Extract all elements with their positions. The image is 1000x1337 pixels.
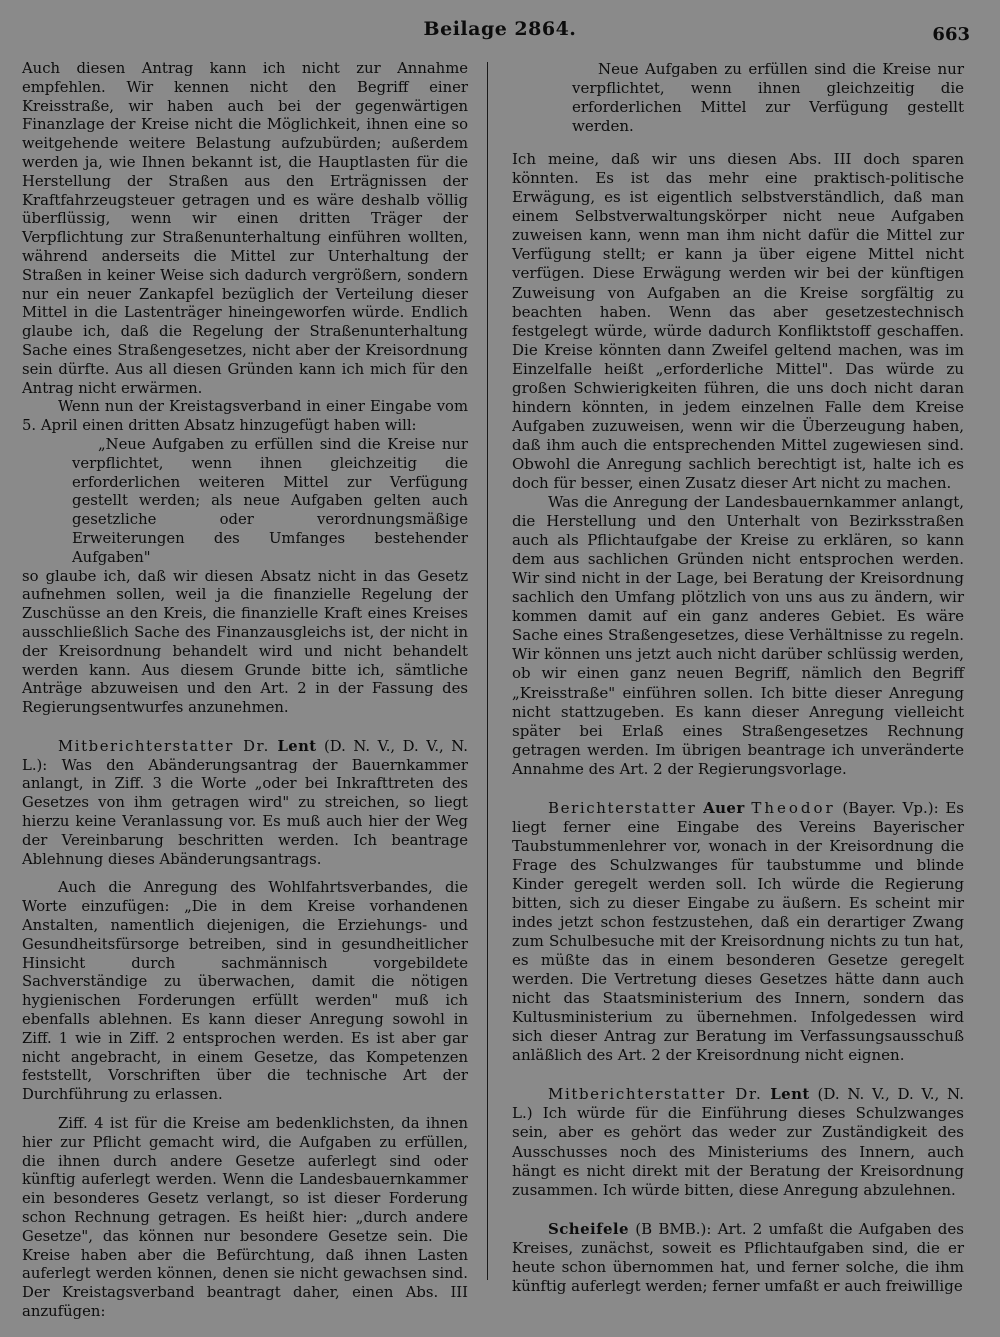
speaker-name: Lent (277, 737, 317, 755)
paragraph: Was die Anregung der Landesbauernkammer anlangt, die Herstellung und den Unterhalt von Bezirksstraßen auch als Pflichtaufgabe der Kreise zu erklären, so kann dem aus sachlichen Gründen nicht entsprochen werden. Wir sind nicht in der Lage, bei Beratung der Kreisordnung sachlich den Umfang plötzlich von uns aus zu ändern, wir kommen damit auf ein ganz anderes Gebiet. Es wäre Sache eines Straßengesetzes, diese Verhältnisse zu regeln. Wir können uns jetzt auch nicht darüber schlüssig werden, ob wir einen ganz neuen Begriff, nämlich den Begriff „Kreisstraße" einführen sollen. Ich bitte dieser Anregung nicht stattzugeben. Es kann dieser Anregung vielleicht später bei Erlaß eines Straßengesetzes Rechnung getragen werden. Im übrigen beantrage ich unveränderte Annahme des Art. 2 der Regierungsvorlage. (512, 493, 964, 778)
page-title: Beilage 2864. (423, 18, 577, 40)
speaker-given-name: Theodor (751, 798, 836, 817)
block-quote (512, 60, 964, 136)
speaker-party: (D. N. V., D. V., N. L.): (22, 737, 468, 774)
paragraph: Ich meine, daß wir uns diesen Abs. III doch sparen könnten. Es ist das mehr eine praktisch-politische Erwägung, es ist eigentlich selbstverständlich, daß man einem Selbstverwaltungskörper nicht neue Aufgaben zuweisen kann, wenn man ihm nicht dafür die Mittel zur Verfügung stellt; er kann ja über eigene Mittel nicht verfügen. Diese Erwägung werden wir bei der künftigen Zuweisung von Aufgaben an die Kreise sorgfältig zu beachten haben. Wenn das aber gesetzestechnisch festgelegt würde, würde dadurch Konfliktstoff geschaffen. Die Kreise könnten dann Zweifel geltend machen, was im Einzelfalle heißt „erforderliche Mittel". Das würde zu großen Schwierigkeiten führen, die uns doch nicht daran hindern könnten, in jedem einzelnen Falle dem Kreise Aufgaben zuzuweisen, wenn wir die Überzeugung haben, daß ihm auch die entsprechenden Mittel zugewiesen sind. Obwohl die Anregung sachlich berechtigt ist, halte ich es doch für besser, einen Zusatz dieser Art nicht zu machen. (512, 150, 964, 492)
speech-text: Ich würde für die Einführung dieses Schulzwanges sein, aber es gehört das weder zur Zuständigkeit des Ausschusses noch des Ministeriums des Innern, auch hängt es nicht direkt mit der Beratung der Kreisordnung zusammen. Ich würde bitten, diese Anregung abzulehnen. (512, 1104, 964, 1199)
speech-text: Was den Abänderungsantrag der Bauernkammer anlangt, in Ziff. 3 die Worte „oder bei Inkrafttreten des Gesetzes von ihm getragen wird" zu streichen, so liegt hierzu keine Veranlassung vor. Es muß auch hier der Weg der Vereinbarung beschritten werden. Ich beantrage Ablehnung dieses Abänderungsantrags. (22, 756, 468, 868)
speaker-paragraph (512, 1085, 964, 1199)
speaker-role: Mitberichterstatter Dr. (548, 1085, 763, 1104)
column-divider (487, 62, 488, 1280)
speech-text: Es liegt ferner eine Eingabe des Vereins Bayerischer Taubstummenlehrer vor, wonach in der Kreisordnung die Frage des Schulzwanges für taubstumme und blinde Kinder geregelt werden soll. Ich würde die Regierung bitten, sich zu dieser Eingabe zu äußern. Es scheint mir indes jetzt schon festzustehen, daß ein derartiger Zwang zum Schulbesuche mit der Kreisordnung nichts zu tun hat, es müßte das in einem besonderen Gesetze geregelt werden. Die Vertretung dieses Gesetzes hätte dann auch nicht das Staatsministerium des Innern, sondern das Kultusministerium zu übernehmen. Infolgedessen wird sich dieser Antrag zur Beratung im Verfassungsausschuß anläßlich des Art. 2 der Kreisordnung nicht eignen. (512, 798, 964, 1065)
speaker-party: (Bayer. Vp.): (842, 798, 939, 817)
paragraph: Auch diesen Antrag kann ich nicht zur Annahme empfehlen. Wir kennen nicht den Begriff einer Kreisstraße, wir haben auch bei der gegenwärtigen Finanzlage der Kreise nicht die Möglichkeit, ihnen eine so weitgehende weitere Belastung aufzubürden; außerdem werden ja, wie Ihnen bekannt ist, die Hauptlasten für die Herstellung der Straßen aus den Erträgnissen der Kraftfahrzeugsteuer getragen und es wäre deshalb völlig überflüssig, wenn wir einen dritten Träger der Verpflichtung zur Straßenunterhaltung einführen wollten, während anderseits die Mittel zur Unterhaltung der Straßen in keiner Weise sich dadurch vergrößern, sondern nur ein neuer Zankapfel bezüglich der Verteilung dieser Mittel in die Lastenträger hineingeworfen würde. Endlich glaube ich, daß die Regelung der Straßenunterhaltung Sache eines Straßengesetzes, nicht aber der Kreisordnung sein dürfte. Aus all diesen Gründen kann ich mich für den Antrag nicht erwärmen. (22, 60, 468, 397)
paragraph: Wenn nun der Kreistagsverband in einer Eingabe vom 5. April einen dritten Absatz hinzugefügt haben will: (22, 398, 468, 435)
speaker-paragraph (512, 799, 964, 1066)
paragraph: Auch die Anregung des Wohlfahrtsverbandes, die Worte einzufügen: „Die in dem Kreise vorhandenen Anstalten, namentlich diejenigen, die Erziehungs- und Gesundheitsfürsorge betreiben, sind in gesundheitlicher Hinsicht durch sachmännisch vorgebildete Sachverständige zu überwachen, damit die nötigen hygienischen Forderungen erfüllt werden" muß ich ebenfalls ablehnen. Es kann dieser Anregung sowohl in Ziff. 1 wie in Ziff. 2 entsprochen werden. Es ist aber gar nicht angebracht, in einem Gesetze, das Kompetenzen feststellt, Vorschriften über die technische Art der Durchführung zu erlassen. (22, 879, 468, 1104)
speaker-party: (D. N. V., D. V., N. L.) (512, 1085, 964, 1123)
paragraph: so glaube ich, daß wir diesen Absatz nicht in das Gesetz aufnehmen sollen, weil ja die finanzielle Regelung der Zuschüsse an den Kreis, die finanzielle Kraft eines Kreises ausschließlich Sache des Finanzausgleichs ist, der nicht in der Kreisordnung behandelt wird und nicht behandelt werden kann. Aus diesem Grunde bitte ich, sämtliche Anträge abzuweisen und den Art. 2 in der Fassung des Regierungsentwurfes anzunehmen. (22, 567, 468, 717)
quote-text: „Neue Aufgaben zu erfüllen sind die Kreise nur verpflichtet, wenn ihnen gleichzeitig die erforderlichen weiteren Mittel zur Verfügung gestellt werden; als neue Aufgaben gelten auch gesetzliche oder verordnungsmäßige Erweiterungen des Umfanges bestehender Aufgaben" (72, 435, 468, 566)
block-quote (22, 436, 468, 568)
left-column (22, 60, 468, 1322)
paragraph: Ziff. 4 ist für die Kreise am bedenklichsten, da ihnen hier zur Pflicht gemacht wird, die Aufgaben zu erfüllen, die ihnen durch andere Gesetze auferlegt sind oder künftig auferlegt werden. Wenn die Landesbauernkammer ein besonderes Gesetz verlangt, so ist dieser Forderung schon Rechnung getragen. Es heißt hier: „durch andere Gesetze", das können nur besondere Gesetze sein. Die Kreise haben aber die Befürchtung, daß ihnen Lasten auferlegt werden können, denen sie nicht gewachsen sind. Der Kreistagsverband beantragt daher, einen Abs. III anzufügen: (22, 1115, 468, 1320)
speaker-name: Scheifele (548, 1219, 629, 1238)
page-header (0, 18, 1000, 48)
speaker-role: Mitberichterstatter Dr. (58, 737, 270, 755)
speaker-paragraph (512, 1220, 964, 1296)
speaker-role: Berichterstatter (548, 798, 697, 817)
speaker-paragraph (22, 738, 468, 870)
speaker-party: (B BMB.): (635, 1219, 712, 1238)
speech-text: Art. 2 umfaßt die Aufgaben des Kreises, zunächst, soweit es Pflichtaufgaben sind, die er heute schon übernommen hat, und ferner solche, die ihm künftig auferlegt werden; ferner umfaßt er auch freiwillige (512, 1219, 964, 1295)
right-column (512, 60, 964, 1296)
speaker-name: Auer (703, 798, 745, 817)
quote-text: Neue Aufgaben zu erfüllen sind die Kreise nur verpflichtet, wenn ihnen gleichzeitig die erforderlichen Mittel zur Verfügung gestellt werden. (572, 60, 964, 136)
page-number: 663 (932, 24, 970, 45)
speaker-name: Lent (770, 1085, 810, 1104)
